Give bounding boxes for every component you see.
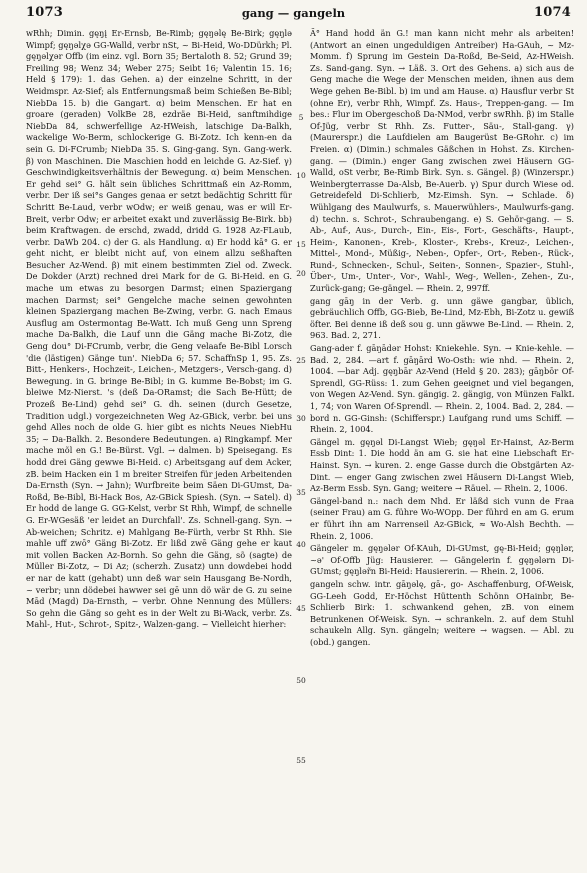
entry-gaengeler: Gängeler m. gęŋələr Of-KAuh, Di-GUmst, gę-Bi-Heid; gęŋlər, ~ə' Of-Offb Jüg: Hausierer. — Gängelerin f. gęŋələrn Di-GUmst; gęŋlər̃n Bi-Heid: Hausiererin. — Rhein. 2, 1006. <box>310 543 574 577</box>
left-entry-text: wRhh; Dimin. gęŋį Er-Ernsb, Be-Rimb; gęŋəlę Be-Birk; gęŋlə Wimpf; gęŋəlχə GG-Walld, verbr nSt, ~ Bi-Heid, Wo-DDürkh; Pl. gęŋəlχər Offb (im einz. vgl. Born 35; Bertaloth 8. 52; Grund 39; Freiling 98; Wenz 34; Weber 275; Seibt 16; Valentin 15. 16; Held § 179): 1. das Gehen. a) der einzelne Schritt, in der Weidmspr. Az-Sief; als Entfernungsmaß beim Schießen Be-Bibl; NiebDa 15. b) die Gangart. α) beim Menschen. Er hat en groare (geraden) VolkBe 28, ezdräe Bi-Heid, sanftmihdige NiebDa 84, schwerfellige Az-HWeish, latschige Da-Balkh, wackelige Wo-Berm, schlockerige G. Bi-Zotz. Ich kenn-en da sein G. Di-FCrumb; NiebDa 35. S. Ging-gang. Syn. Gang-werk. β) von Maschinen. Die Maschien hodd en leichde G. Az-Sief. γ) Geschwindigkeitsverhältnis der Bewegung. α) beim Menschen. Er gehd sei° G. hält sein übliches Schrittmaß ein Az-Romm, verbr. Der iß sei°s Ganges genaa er setzt bedächtig Schritt für Schritt Be-Laud, verbr wOdw; er weiß genau, was er will Er-Breit, verbr Odw; er arbeitet exakt und zuverlässig Be-Birk. bb) beim Kraftwagen. de erschd, zwadd, dridd G. 1928 Az-FLaub, verbr. DaWb 204. c) der G. als Handlung. α) Er hodd kā° G. er geht nicht, er bleibt nicht auf, von einem allzu seßhaften Besucher Az-Wend. β) mit einem bestimmten Ziel od. Zweck. De Dokder (Arzt) rechned drei Mark for de G. Bi-Heid. en G. mache um etwas zu besorgen Darmst; einen Spaziergang machen Darmst; sei° Gengelche mache seinen gewohnten kleinen Spaziergang machen Be-Zwing, verbr. G. nach Emaus Ausflug am Ostermontag Be-Watt. Ich muß Geng unn Spreng mache Da-Balkh, die Lauf unn die Gäng mache Bi-Zotz, die Geng dou° Di-FCrumb, verbr, die Geng velaafe Be-Bibl Lorsch 'die (lästigen) Gänge tun'. NiebDa 6; 57. SchaffnSp 1, 95. Zs. Bitt-, Henkers-, Hochzeit-, Leichen-, Metzgers-, Versch-gang. d) Bewegung. in G. bringe Be-Bibl; in G. kumme Be-Bobst; im G. bleiwe Mz-Nierst. 's (deß Da-ORamst; die Sach Be-Hütt; de Prozeß Be-Lind) gehd sei° G. dh. seinen (durch Gesetze, Tradition udgl.) vorgezeichneten Weg Az-GBick, verbr. bei uns gehd Alles noch de olde G. hier gibt es nichts Neues NiebHu 35; ~ Da-Balkh. 2. Besondere Bedeutungen. a) Ringkampf. Mer mache mõl en G.! Be-Bürst. Vgl. → dalmen. b) Speisegang. Es hodd drei Gäng gewwe Bi-Heid. c) Arbeitsgang auf dem Acker, zB. beim Hacken ein 1 m breiter Streifen für jeden Arbeitenden Da-Ernsth (Syn. → Jahn); Wurfbreite beim Säen Di-GUmst, Da-Roßd, Be-Bibl, Bi-Hack Bos, Az-GBick Spiesh. (Syn. → Satel). d) Er hodd de lange G. GG-Kelst, verbr St Rhh, Wimpf, de schnelle G. Er-WGesäß 'er leidet an Durchfall'. Zs. Schnell-gang. Syn. → Ab-weichen; Schritz. e) Mahlgang Be-Fürth, verbr St Rhh. Sie mahle uff zwō° Gäng Bi-Zotz. Er lißd zwē Gäng gehe er kaut mit vollen Backen Az-Bornh. So gehn die Gäng, sõ (sagte) de Müller Bi-Zotz, ~ Di Az; (scherzh. Zusatz) unn dowdebei hodd er nar de katt (gehabt) unn deß war sein Hausgang Be-Nordh, ~ verbr; unn dödebei hawwer sei gē unn dö wär de G. zu seine Mād (Magd) Da-Ernsth, ~ verbr. Ohne Nennung des Müllers: So gehn die Gäng so geht es in der Welt zu Bi-Wack, verbr. Zs. Mahl-, Hut-, Schrot-, Spitz-, Walzen-gang. ~ Vielleicht hierher: <box>26 28 292 630</box>
entry-gang-ader: Gang-ader f. gāŋādər Hohst: Kniekehle. Syn. → Knie-kehle. — Bad. 2, 284. —art f. gāŋārd Wo-Osth: wie nhd. — Rhein. 2, 1004. —bar Adj. gęŋbār Az-Vend (Held § 20. 283); gāŋbōr Of-Sprendl, GG-Rüss: 1. zum Gehen geeignet und viel begangen, von Wegen Az-Vend. Syn. gängig. 2. gängig, von Münzen FalkL 1, 74; von Waren Of-Sprendl. — Rhein. 2, 1004. Bad. 2, 284. —bord n. GG-Ginsh: (Schifferspr.) Laufgang rund ums Schiff. — Rhein. 2, 1004. <box>310 343 574 435</box>
page-header <box>0 5 587 25</box>
entry-gangeln: gangeln schw. intr. gāŋəlę, gā-, go- Aschaffenburg, Of-Weisk, GG-Leeh Godd, Er-Höchst Hüttenth Schönn OHainbr, Be-Schlierb Birk: 1. schwankend gehen, zB. von einem Betrunkenen Of-Weisk. Syn. → schrankeln. 2. auf dem Stuhl schaukeln Allg. Syn. gängeln; weitere → wagsen. — Abl. zu (obd.) gangen. <box>310 578 574 647</box>
line-number: 35 <box>296 488 306 497</box>
line-number: 40 <box>296 540 306 549</box>
line-number: 55 <box>296 756 306 765</box>
line-number: 30 <box>296 414 306 423</box>
left-page-number: 1073 <box>26 5 63 20</box>
line-number: 5 <box>298 113 304 122</box>
right-page-number: 1074 <box>534 5 571 20</box>
right-column <box>310 28 574 868</box>
line-number: 45 <box>296 604 306 613</box>
line-number: 20 <box>296 269 306 278</box>
line-number: 25 <box>296 356 306 365</box>
left-column <box>26 28 292 868</box>
entry-gang-adj: gang gāŋ in der Verb. g. unn gäwe gangbar, üblich, gebräuchlich Offb, GG-Bieb, Be-Lind, Mz-Ebh, Bi-Zotz u. gewiß öfter. Bei denne iß deß sou g. unn gäwwe Be-Lind. — Rhein. 2, 963. Bad. 2, 271. <box>310 295 574 341</box>
line-number: 10 <box>296 171 306 180</box>
line-number: 15 <box>296 240 306 249</box>
running-title: gang — gangeln <box>241 6 346 20</box>
entry-gaengel-band: Gängel-band n.: nach dem Nhd. Er läßd sich vunn de Fraa (seiner Frau) am G. führe Wo-WOpp. Der führd en am G. erum er führt ihn am Narrenseil Az-GBick, ≈ Wo-Alsh Bechth. — Rhein. 2, 1006. <box>310 495 574 541</box>
line-number: 50 <box>296 676 306 685</box>
entry-gaengel: Gängel m. gęŋəl Di-Langst Wieb; gęŋəl Er-Hainst, Az-Berm Essb Dint: 1. Die hodd än am G. sie hat eine Liebschaft Er-Hainst. Syn. → kuren. 2. enge Gasse durch die Obstgärten Az-Dint. — enger Gang zwischen zwei Häusern Di-Langst Wieb, Az-Berm Essb. Syn. Gang; weitere → Räuel. — Rhein. 2, 1006. <box>310 436 574 494</box>
right-entry-text: Ä° Hand hodd än G.! man kann nicht mehr als arbeiten! (Antwort an einen ungeduldigen Antreiber) Ha-GAuh, ~ Mz-Momm. f) Sprung im Gestein Da-Roßd, Be-Seid, Az-HWeish. Zs. Sand-gang. Syn. → Läß. 3. Ort des Gehens. a) sich aus de Geng mache die Wege der Menschen meiden, ihnen aus dem Wege gehen Be-Bibl. b) im und am Hause. α) Hausflur verbr St (ohne Er), verbr Rhh, Wimpf. Zs. Haus-, Treppen-gang. — Im bes.: Flur im Obergeschoß Da-NMod, verbr swRhh. β) im Stalle Of-Jüg, verbr St Rhh. Zs. Futter-, Säu-, Stall-gang. γ) (Maurerspr.) die Laufdielen am Baugerüst Be-GRohr. c) im Freien. α) (Dimin.) schmales Gäßchen in Hohst. Zs. Kirchen-gang. — (Dimin.) enger Gang zwischen zwei Häusern GG-Walld, oSt verbr, Be-Rimb Birk. Syn. s. Gängel. β) (Winzerspr.) Weinbergterrasse Da-Alsb, Be-Auerb. γ) Spur durch Wiese od. Getreidefeld Di-Schlierb, Mz-Eimsh. Syn. → Schlade. δ) Wühlgang des Maulwurfs, s. Mauerwühlers-, Maulwurfs-gang. d) techn. s. Schrot-, Schraubengang. e) S. Gehör-gang. — S. Ab-, Auf-, Aus-, Durch-, Ein-, Eis-, Fort-, Geschäfts-, Haupt-, Heim-, Kanonen-, Kreb-, Kloster-, Krebs-, Kreuz-, Leichen-, Mittel-, Mond-, Müßig-, Neben-, Opfer-, Ort-, Reben-, Rück-, Rund-, Schnecken-, Schul-, Seiten-, Sonnen-, Spazier-, Stuhl-, Über-, Um-, Unter-, Vor-, Wahl-, Weg-, Wellen-, Zehen-, Zu-, Zurück-gang; Ge-gängel. — Rhein. 2, 997ff. <box>310 28 574 294</box>
